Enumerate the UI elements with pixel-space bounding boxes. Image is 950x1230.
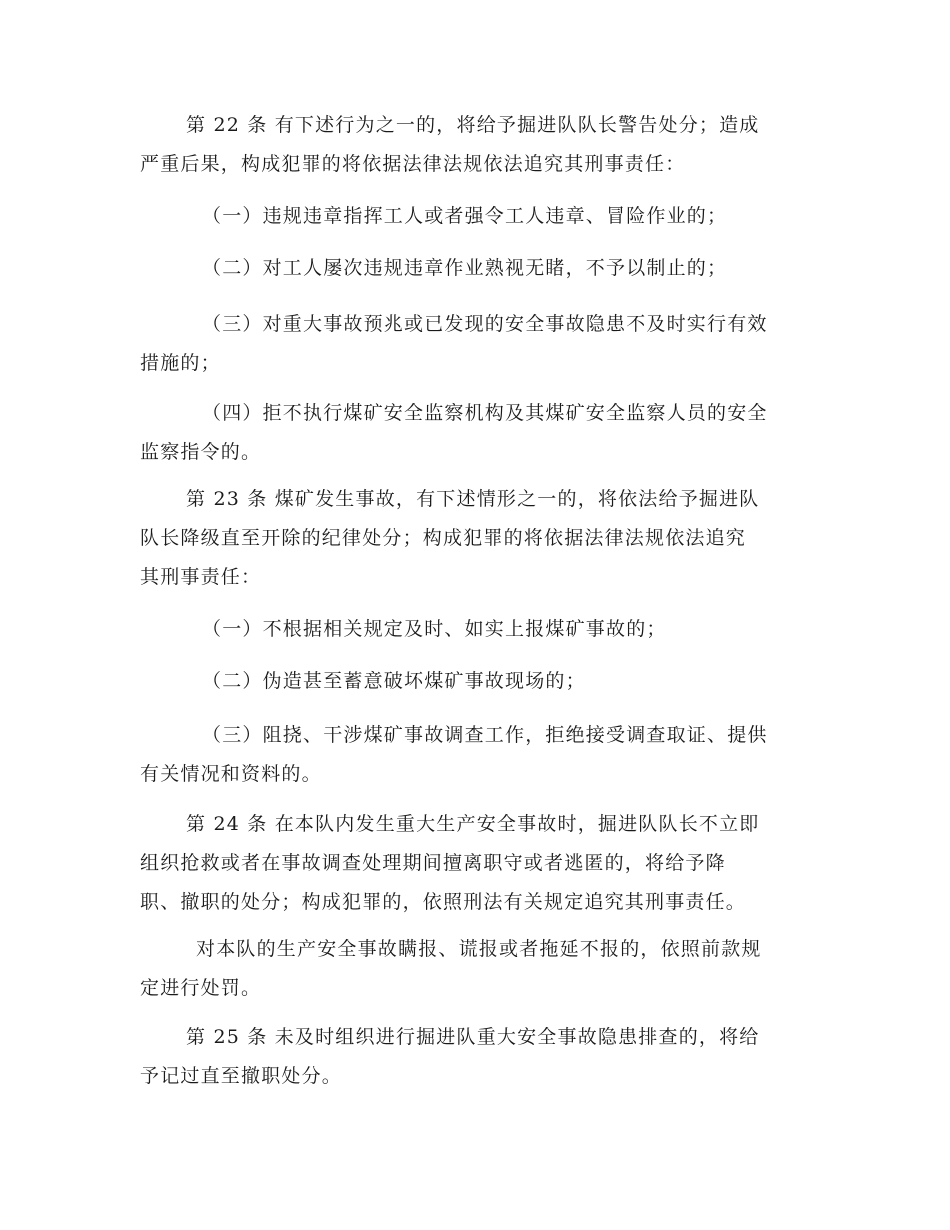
article-23-item-3	[140, 716, 810, 794]
article-22-item-4-line-2: 监察指令的。	[140, 441, 262, 463]
article-23-item-3-line-2: 有关情况和资料的。	[140, 763, 322, 785]
article-22-paragraph	[140, 106, 810, 184]
article-23-line-2: 队长降级直至开除的纪律处分；构成犯罪的将依据法律法规依法追究	[140, 527, 747, 549]
article-23-line-3: 其刑事责任：	[140, 566, 262, 588]
article-23-item-2	[140, 662, 810, 701]
article-22-item-2	[140, 249, 810, 288]
article-24-line-2: 组织抢救或者在事故调查处理期间擅离职守或者逃匿的，将给予降	[140, 852, 726, 874]
article-22-item-4-line-1: （四）拒不执行煤矿安全监察机构及其煤矿安全监察人员的安全	[202, 402, 768, 424]
article-22-item-3-line-2: 措施的；	[140, 352, 221, 374]
article-24-line-1: 第 24 条 在本队内发生重大生产安全事故时，掘进队队长不立即	[186, 813, 760, 835]
article-24-paragraph-2-line-1: 对本队的生产安全事故瞒报、谎报或者拖延不报的，依照前款规	[196, 938, 762, 960]
article-23-paragraph	[140, 480, 810, 597]
article-25-paragraph	[140, 1018, 810, 1096]
article-22-item-3-line-1: （三）对重大事故预兆或已发现的安全事故隐患不及时实行有效	[202, 313, 768, 335]
article-25-line-2: 予记过直至撤职处分。	[140, 1065, 343, 1087]
article-24-line-3: 职、撤职的处分；构成犯罪的，依照刑法有关规定追究其刑事责任。	[140, 891, 747, 913]
article-22-line-2: 严重后果，构成犯罪的将依据法律法规依法追究其刑事责任：	[140, 153, 686, 175]
article-22-item-1-line-1: （一）违规违章指挥工人或者强令工人违章、冒险作业的；	[202, 205, 728, 227]
article-22-item-4	[140, 394, 810, 472]
article-22-item-2-line-1: （二）对工人屡次违规违章作业熟视无睹，不予以制止的；	[202, 257, 728, 279]
article-22-item-1	[140, 197, 810, 236]
article-24-paragraph	[140, 805, 810, 922]
article-23-item-3-line-1: （三）阻挠、干涉煤矿事故调查工作，拒绝接受调查取证、提供	[202, 724, 768, 746]
article-23-item-1	[140, 610, 810, 649]
article-23-item-1-line-1: （一）不根据相关规定及时、如实上报煤矿事故的；	[202, 618, 667, 640]
article-25-line-1: 第 25 条 未及时组织进行掘进队重大安全事故隐患排查的，将给	[186, 1026, 760, 1048]
article-24-paragraph-2	[140, 930, 810, 1008]
article-22-item-3	[140, 305, 810, 383]
article-23-item-2-line-1: （二）伪造甚至蓄意破坏煤矿事故现场的；	[202, 670, 586, 692]
article-23-line-1: 第 23 条 煤矿发生事故，有下述情形之一的，将依法给予掘进队	[186, 488, 760, 510]
article-22-line-1: 第 22 条 有下述行为之一的，将给予掘进队队长警告处分；造成	[186, 114, 760, 136]
article-24-paragraph-2-line-2: 定进行处罚。	[140, 977, 262, 999]
